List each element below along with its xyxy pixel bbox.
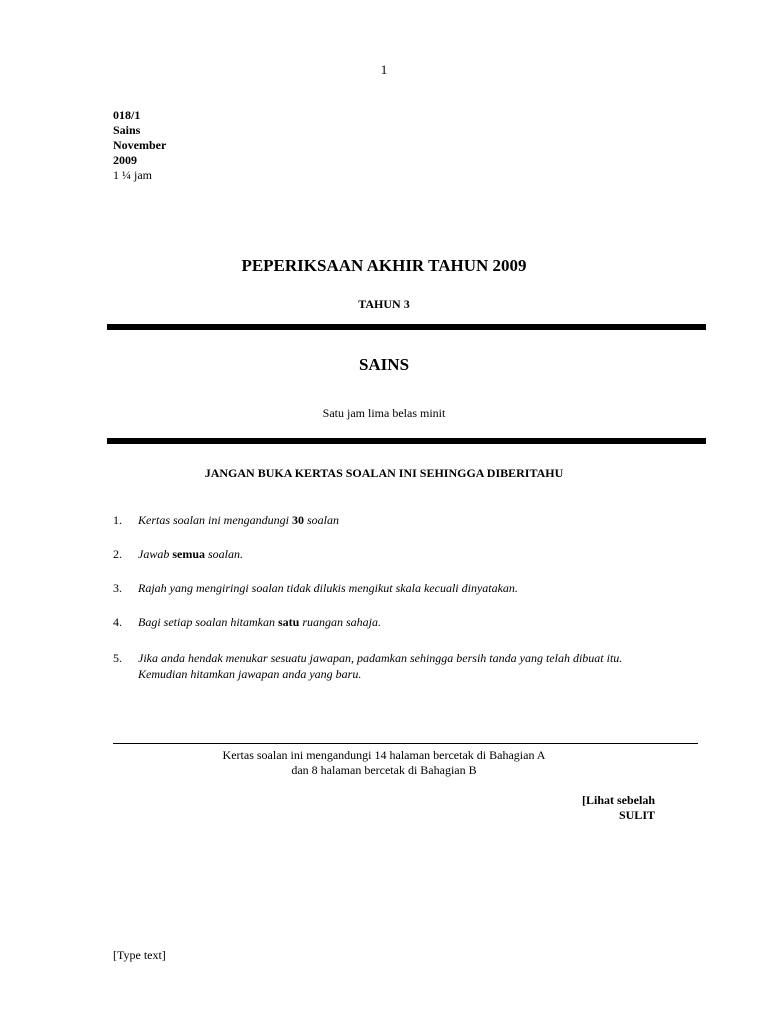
page-number: 1	[380, 62, 388, 77]
thick-divider-top	[107, 324, 706, 330]
paper-duration: 1 ¼ jam	[113, 168, 152, 182]
duration-text: Satu jam lima belas minit	[322, 406, 446, 420]
instruction-number: 3.	[113, 581, 122, 595]
thick-divider-bottom	[107, 438, 706, 444]
page-count-line-1: Kertas soalan ini mengandungi 14 halaman bercetak di Bahagian A	[222, 748, 546, 762]
instruction-text: Jawab semua soalan.	[138, 547, 244, 561]
paper-subject: Sains	[113, 123, 141, 137]
turn-over-note	[582, 793, 655, 823]
page-count-note	[0, 748, 768, 778]
instruction-number: 2.	[113, 547, 122, 561]
instruction-text: Bagi setiap soalan hitamkan satu ruangan sahaja.	[138, 615, 382, 629]
exam-level: TAHUN 3	[358, 297, 410, 311]
instruction-number: 1.	[113, 513, 122, 527]
exam-title: PEPERIKSAAN AKHIR TAHUN 2009	[241, 256, 527, 275]
page-count-line-2: dan 8 halaman bercetak di Bahagian B	[291, 763, 477, 777]
footnote-divider	[113, 743, 698, 744]
paper-month: November	[113, 138, 167, 152]
paper-meta	[113, 108, 166, 183]
warning-text: JANGAN BUKA KERTAS SOALAN INI SEHINGGA DIBERITAHU	[204, 466, 564, 480]
turn-over-text: [Lihat sebelah	[581, 793, 655, 807]
classification-label: SULIT	[618, 808, 655, 822]
instruction-text: Rajah yang mengiringi soalan tidak dilukis mengikut skala kecuali dinyatakan.	[138, 581, 518, 595]
instruction-text: Jika anda hendak menukar sesuatu jawapan, padamkan sehingga bersih tanda yang telah dibuat itu. Kemudian hitamkan jawapan anda yang baru.	[138, 651, 623, 681]
instruction-number: 5.	[113, 651, 122, 665]
instruction-text: Kertas soalan ini mengandungi 30 soalan	[138, 513, 340, 527]
paper-code: 018/1	[113, 108, 141, 122]
footer-placeholder: [Type text]	[113, 948, 166, 962]
subject-title: SAINS	[358, 355, 410, 374]
instruction-number: 4.	[113, 615, 122, 629]
paper-year: 2009	[113, 153, 137, 167]
